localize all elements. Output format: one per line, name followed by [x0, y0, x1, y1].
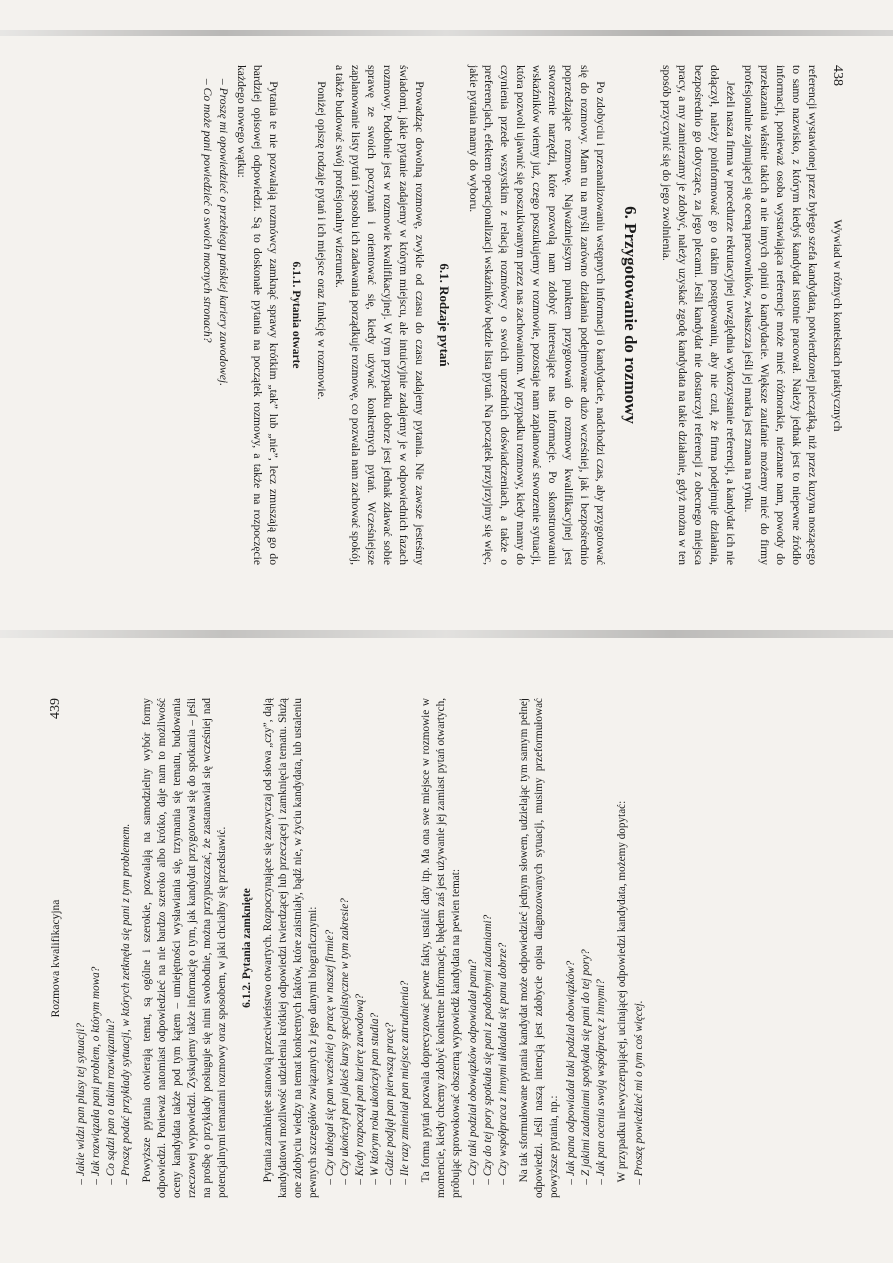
list-item: – Proszę podać przykłady sytuacji, w których zetknęła się pani z tym problemem. — [118, 698, 133, 1185]
spread-bottom — [0, 632, 893, 1263]
list-item: – Z jakimi zadaniami spotykała się pani do tej pory? — [579, 698, 594, 1185]
list-item: – Co sądzi pan o takim rozwiązaniu? — [103, 698, 118, 1185]
page-439 — [37, 668, 857, 1228]
list-item: – Ile razy zmieniał pan miejsce zatrudnienia? — [398, 698, 413, 1185]
question-list — [323, 698, 413, 1198]
section-title: 6.1. Rodzaje pytań — [436, 263, 452, 367]
running-head-left — [827, 65, 846, 565]
running-title-right: Rozmowa kwalifikacyjna — [49, 899, 62, 1017]
list-item: – Jak rozwiązała pani problem, o którym mowa? — [88, 698, 103, 1185]
paragraph: Pytania zamknięte stanowią przeciwieństwo otwartych. Rozpoczynające się zazwyczaj od słowa „czy”, dają kandydatowi możliwość udzielenia krótkiej odpowiedzi twierdzącej lub przeczącej i zamknięcia tematu. Służą one zdobyciu wiedzy na temat konkretnych faktów, które zaistniały, bądź nie, w życiu kandydata, lub ustaleniu pewnych szczegółów związanych z jego danymi biograficznymi: — [261, 697, 319, 1198]
page-438 — [37, 35, 857, 595]
list-item: – Proszę mi opowiedzieć o przebiegu pańskiej kariery zawodowej. — [214, 79, 230, 565]
list-item: – Jak pana odpowiadał taki podział obowiązków? — [564, 698, 579, 1185]
list-item: – Czy do tej pory spotkała się pani z podobnymi zadaniami? — [481, 698, 496, 1185]
list-item: – Co może pani powiedzieć o swoich mocnych stronach? — [198, 79, 214, 565]
question-list — [198, 65, 230, 565]
list-item: – Czy ukończył pan jakieś kursy specjalistyczne w tym zakresie? — [338, 698, 353, 1185]
paragraph: Na tak sformułowane pytania kandydat może odpowiedzieć jednym słowem, udzielając tym samym pełnej odpowiedzi. Jeśli naszą intencją jest zdobycie opisu diagnozowanych sytuacji, musimy przeformułować powyższe pytania, np.: — [517, 697, 560, 1198]
list-item: – Jakie widzi pan plusy tej sytuacji? — [73, 698, 88, 1185]
paragraph: Powyższe pytania otwierają temat, są ogólne i szerokie, pozwalają na samodzielny wybór formy odpowiedzi. Ponieważ natomiast odpowiedzieć na nie bardzo szeroko albo krótko, daje nam to możliwość oceny kandydata także pod tym kątem – umiejętności wysławiania się, trzymania się tematu, budowania rzeczowej wypowiedzi. Zyskujemy także informację o tym, jak kandydat przygotował się do spotkania – jeśli na prośbę o przykłady posługuje się nimi swobodnie, można przypuszczać, że zastanawiał się wcześniej nad potencjalnymi tematami rozmowy oraz sposobem, w jaki chciałby się przedstawić. — [140, 697, 228, 1198]
spread-top — [0, 0, 893, 630]
paragraph: Prowadząc dowolną rozmowę, zwykle od czasu do czasu zadajemy pytania. Nie zawsze jesteśmy świadomi, jakie pytanie zadajemy w którym miejscu, ale intuicyjnie zadajemy je w odpowiednich fazach rozmowy. Podobnie jest w rozmowie kwalifikacyjnej. W tym przypadku dobrze jest jednak zdawać sobie sprawę ze swoich poczynań i orientować się, kiedy używać konkretnych pytań. Wcześniejsze zaplanowanie listy pytań i sposobu ich zadawania porządkuje rozmowę, co pozwala nam zachować spokój, a także budować swój profesjonalny wizerunek. — [332, 65, 426, 565]
list-item: – Czy taki podział obowiązków odpowiadał panu? — [466, 698, 481, 1185]
paragraph: W przypadku niewyczerpującej, ucinającej odpowiedzi kandydata, możemy dopytać: — [615, 800, 628, 1182]
list-item: – Jak pan ocenia swoją współpracę z innymi? — [594, 698, 609, 1185]
page-number-right: 439 — [47, 697, 63, 719]
paragraph: Jeżeli nasza firma w procedurze rekrutacyjnej uwzględnia wykorzystanie referencji, a kandydat ich nie dołączył, należy poinformować go o takim postępowaniu, aby nie czuł, że firma podejmuje działania, bezpośrednio go dotyczące, za jego plecami. Jeśli kandydat nie dostarczył referencji z obecnego miejsca pracy, a my zamierzamy je zdobyć, należy uzyskać zgodę kandydata na takie działanie, gdyż można w ten sposób przyczynić się do jego zwolnienia. — [659, 65, 737, 565]
page-number-left: 438 — [829, 65, 845, 86]
subsection-title: 6.1.2. Pytania zamknięte — [240, 887, 253, 1008]
paragraph: Po zdobyciu i przeanalizowaniu wstępnych informacji o kandydacie, nadchodzi czas, aby przygotować się do rozmowy. Mam tu na myśli zarówno działania podejmowane dużo wcześniej, jak i bezpośrednio poprzedzające rozmowę. Najważniejszym punktem przygotowań do rozmowy kwalifikacyjnej jest stworzenie narzędzi, które pozwolą nam zdobyć interesujące nas informacje. Po skonstruowaniu wskaźników wiemy już, czego poszukujemy w rozmowie, pozostaje nam zaplanować stworzenie sytuacji, która pozwoli ujawnić się poszukiwanym przez nas zachowaniom. W przypadku rozmowy, kiedy mamy do czynienia przede wszystkim z relacją rozmówcy o swoich uprzednich doświadczeniach, a także o preferencjach, efektem operacjonalizacji wskaźników będzie lista pytań. Na początek przyjrzyjmy się więc, jakie pytania mamy do wyboru. — [466, 65, 607, 565]
question-list — [466, 698, 511, 1198]
paragraph: Poniżej opiszę rodzaje pytań i ich miejsce oraz funkcję w rozmowie. — [314, 81, 328, 400]
list-item: – Czy współpraca z innymi układała się panu dobrze? — [496, 698, 511, 1185]
list-item: – Kiedy rozpoczął pan karierę zawodową? — [353, 698, 368, 1185]
subsection-title: 6.1.1. Pytania otwarte — [289, 261, 302, 369]
running-head-right — [47, 698, 66, 1198]
list-item: – Proszę powiedzieć mi o tym coś więcej. — [632, 698, 647, 1185]
question-list — [73, 698, 133, 1198]
chapter-title: 6. Przygotowanie do rozmowy — [620, 206, 640, 424]
list-item: – Czy ubiegał się pan wcześniej o pracę w naszej firmie? — [323, 698, 338, 1185]
list-item: – W którym roku ukończył pan studia? — [368, 698, 383, 1185]
paragraph: Pytania te nie pozwalają rozmówcy zamknąć sprawy krótkim „tak” lub „nie”, lecz zmuszają go do bardziej opisowej odpowiedzi. Są to doskonałe pytania na początek rozmowy, a także na rozpoczęcie każdego nowego wątku: — [234, 65, 280, 565]
paragraph: Ta forma pytań pozwala doprecyzować pewne fakty, ustalić daty itp. Ma ona swe miejsce w rozmowie w momencie, kiedy chcemy zdobyć konkretne informacje, błędem zaś jest używanie jej zamiast pytań otwartych, próbując sprowokować obszerną wypowiedź kandydata na pewien temat: — [419, 697, 462, 1198]
question-list — [564, 698, 609, 1198]
list-item: – Gdzie podjął pan pierwszą pracę? — [383, 698, 398, 1185]
question-list — [632, 698, 647, 1198]
running-title-left: Wywiad w różnych kontekstach praktycznych — [830, 219, 843, 432]
paragraph: referencji wystawionej przez byłego szefa kandydata, potwierdzonej pieczątką, niż przez kuzyna noszącego to samo nazwisko, z którym kiedyś kandydat istotnie pracował. Należy jednak jest to niepewne źródło informacji, ponieważ osoba wystawiająca referencje może mieć różnorakie, nieznane nam, powody do przekazania właśnie takich a nie innych opinii o kandydacie. Większe zaufanie możemy mieć do firmy profesjonalnie zajmującej się oceną pracowników, zwłaszcza jeśli jej marka jest znana na rynku. — [741, 65, 819, 565]
